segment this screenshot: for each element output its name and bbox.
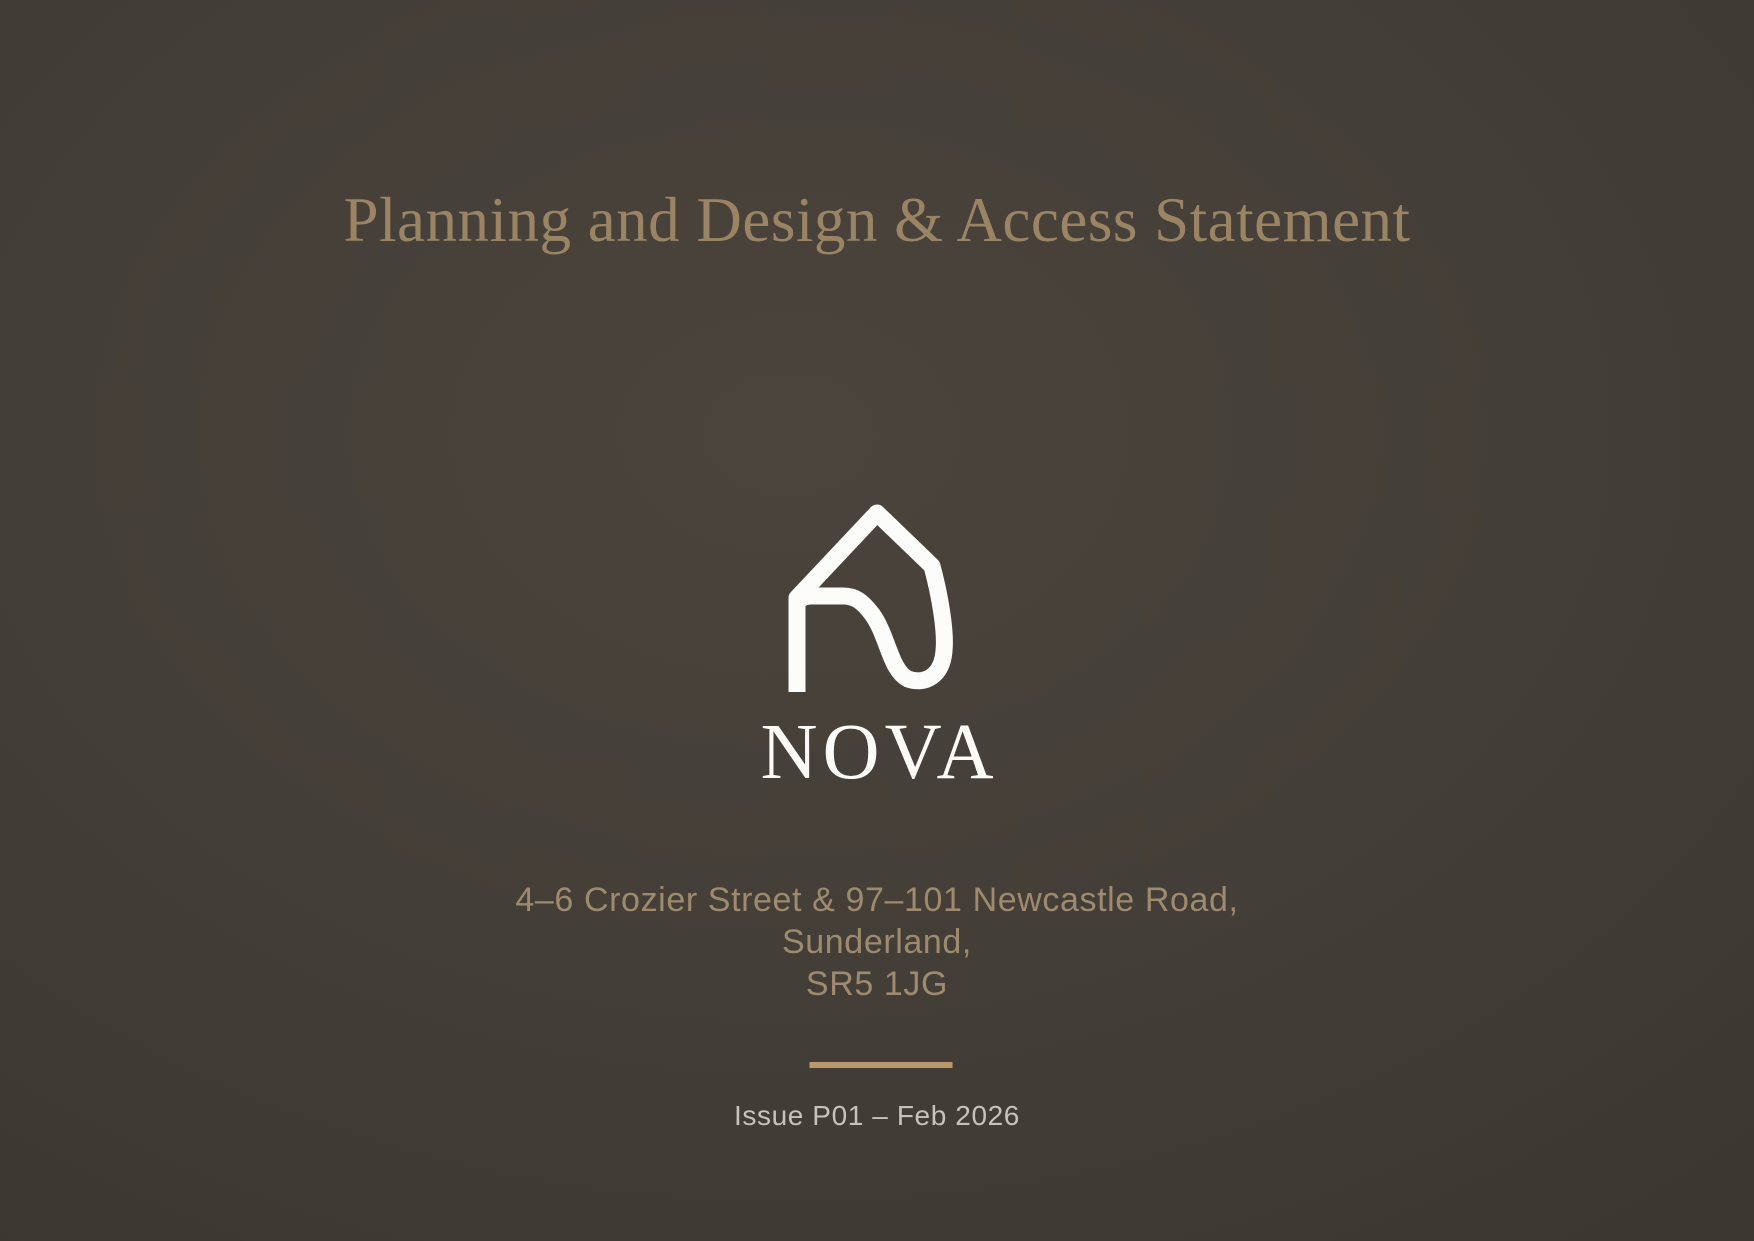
- address-line-3: SR5 1JG: [805, 965, 949, 1003]
- address-line-1: 4–6 Crozier Street & 97–101 Newcastle Road,: [515, 881, 1239, 919]
- site-address: [0, 879, 1754, 1005]
- divider-line: [810, 1062, 953, 1068]
- brand-name: NOVA: [760, 709, 999, 796]
- issue-info: Issue P01 – Feb 2026: [734, 1100, 1020, 1131]
- page-title: Planning and Design & Access Statement: [343, 185, 1411, 255]
- nova-house-icon: [779, 500, 964, 705]
- address-line-2: Sunderland,: [782, 923, 972, 961]
